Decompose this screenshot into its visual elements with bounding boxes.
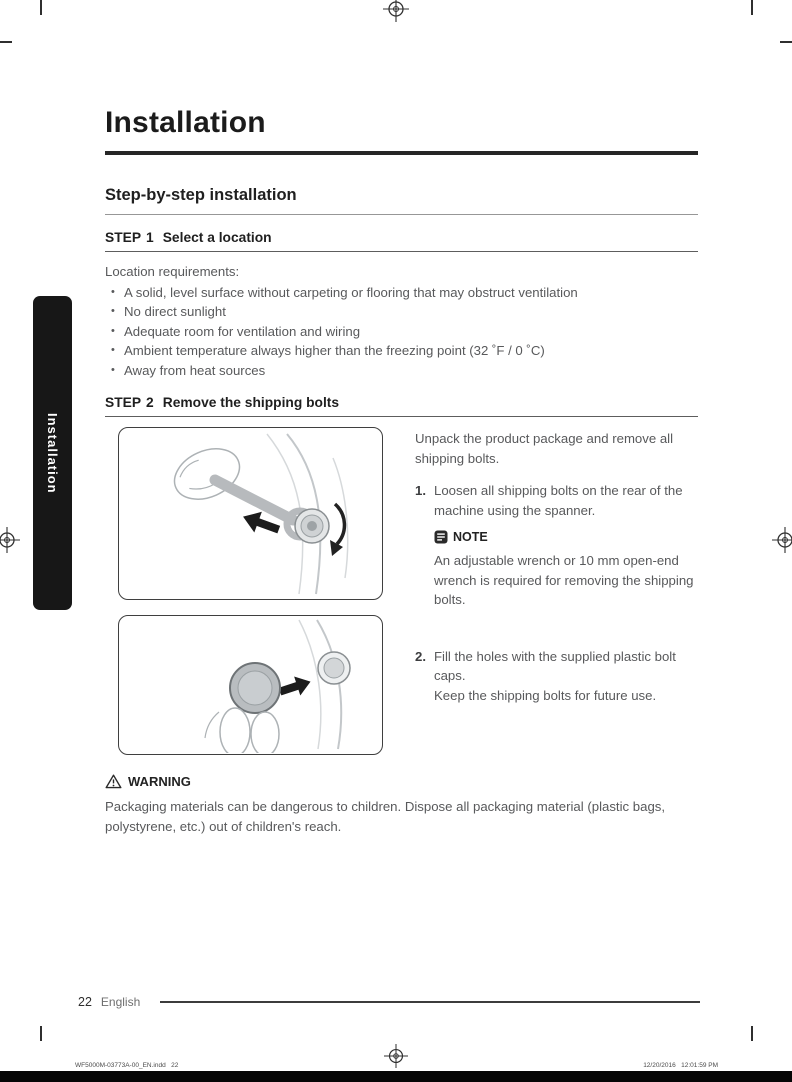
language-label: English <box>100 995 141 1009</box>
step1-title: Select a location <box>162 230 272 245</box>
registration-mark-icon <box>383 0 409 22</box>
page-number: 22 <box>78 995 92 1009</box>
chapter-tab-installation <box>33 296 72 610</box>
list-item: • A solid, level surface without carpeting or flooring that may obstruct ventilation <box>105 283 698 303</box>
page-footer <box>78 995 140 1009</box>
chapter-tab-label: Installation <box>45 412 60 494</box>
step2-body <box>105 427 698 755</box>
note-heading <box>434 530 698 544</box>
registration-mark-icon <box>0 527 20 553</box>
crop-tick <box>40 0 42 15</box>
crop-tick <box>780 41 792 43</box>
crop-tick <box>0 41 12 43</box>
location-requirements-intro: Location requirements: <box>105 264 240 279</box>
prepress-filename: WF5000M-03773A-00_EN.indd 22 <box>75 1062 179 1069</box>
instructions-column <box>415 427 698 755</box>
title-rule <box>105 151 698 155</box>
bolt-cap-illustration <box>119 616 381 753</box>
step2-label: STEP <box>105 395 142 410</box>
warning-text: Packaging materials can be dangerous to children. Dispose all packaging material (plastic bags, polystyrene, etc.) out of children's reach. <box>105 799 666 834</box>
warning-heading <box>105 774 698 789</box>
step2-number: 2 <box>146 395 154 410</box>
list-item: • Adequate room for ventilation and wiring <box>105 322 698 342</box>
instruction-item-1 <box>415 481 698 520</box>
instruction-line-2: Keep the shipping bolts for future use. <box>434 687 657 703</box>
note-block <box>434 530 698 610</box>
warning-block <box>105 774 698 836</box>
page-content <box>105 106 698 836</box>
prepress-info-row <box>75 1062 718 1069</box>
note-text: An adjustable wrench or 10 mm open-end wrench is required for removing the shipping bolts. <box>434 553 694 607</box>
list-item: • Away from heat sources <box>105 361 698 381</box>
note-icon <box>434 530 448 544</box>
section-rule <box>105 214 698 215</box>
instruction-number: 1. <box>415 483 426 498</box>
step1-rule <box>105 251 698 252</box>
step1-number: 1 <box>146 230 154 245</box>
instruction-number: 2. <box>415 648 426 664</box>
step2-rule <box>105 416 698 417</box>
figure-insert-bolt-cap <box>118 615 383 755</box>
instruction-item-2 <box>415 647 698 706</box>
location-requirements-list <box>105 283 698 381</box>
step2-heading <box>105 395 698 410</box>
prepress-timestamp: 12/20/2016 12:01:59 PM <box>643 1062 718 1069</box>
list-item: • Ambient temperature always higher than the freezing point (32 ˚F / 0 ˚C) <box>105 341 698 361</box>
instruction-text: Loosen all shipping bolts on the rear of the machine using the spanner. <box>434 483 683 518</box>
figures-column <box>105 427 415 755</box>
page-title: Installation <box>105 106 266 139</box>
step2-intro: Unpack the product package and remove all shipping bolts. <box>415 431 674 466</box>
section-heading: Step-by-step installation <box>105 186 297 204</box>
crop-tick <box>751 0 753 15</box>
instruction-line-1: Fill the holes with the supplied plastic bolt caps. <box>434 648 676 683</box>
warning-label: WARNING <box>128 774 191 789</box>
footer-rule <box>160 1001 700 1003</box>
list-item: • No direct sunlight <box>105 302 698 322</box>
step2-title: Remove the shipping bolts <box>162 395 340 410</box>
crop-tick <box>40 1026 42 1041</box>
spanner-bolt-illustration <box>119 428 381 598</box>
registration-mark-icon <box>772 527 792 553</box>
step1-label: STEP <box>105 230 142 245</box>
note-label: NOTE <box>453 530 488 544</box>
instruction-text <box>434 647 698 706</box>
crop-tick <box>751 1026 753 1041</box>
bottom-print-bar <box>0 1071 792 1082</box>
step1-heading <box>105 230 698 245</box>
figure-remove-shipping-bolt <box>118 427 383 600</box>
warning-icon <box>105 774 122 789</box>
